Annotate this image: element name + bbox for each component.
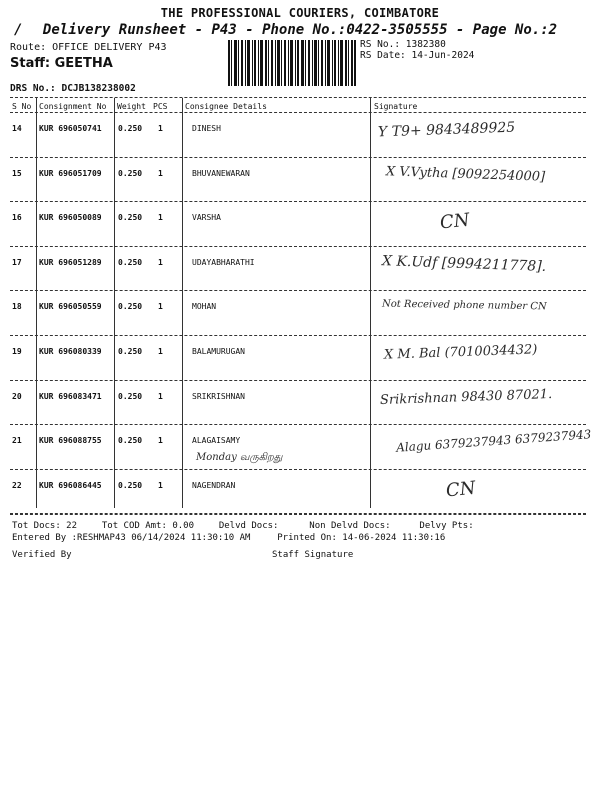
row-signature: X M. Bal (7010034432) <box>383 342 538 363</box>
rs-number: RS No.: 1382380 <box>360 39 446 50</box>
row-pieces: 1 <box>158 347 163 356</box>
row-signature: CN <box>444 477 477 502</box>
row-signature: X K.Udf [9994211778]. <box>381 252 547 275</box>
row-divider <box>10 469 586 470</box>
row-pieces: 1 <box>158 168 163 178</box>
row-consignee-name: MOHAN <box>192 302 217 312</box>
row-divider <box>10 290 586 291</box>
column-header-sno: S No <box>12 102 32 111</box>
row-consignment-number: KUR 696050741 <box>39 124 102 133</box>
row-consignee-name: NAGENDRAN <box>192 480 236 490</box>
footer-rule <box>10 514 586 515</box>
staff-label: Staff: GEETHA <box>10 56 113 71</box>
row-handwritten-note: Monday வருகிறது <box>196 452 283 464</box>
row-signature: X V.Vytha [9092254000] <box>385 163 546 185</box>
route-label: Route: OFFICE DELIVERY P43 <box>10 42 167 53</box>
total-docs: Tot Docs: 22 <box>12 521 78 531</box>
column-header-consignment: Consignment No <box>39 102 107 111</box>
staff-signature: Staff Signature <box>272 550 354 560</box>
row-serial-number: 20 <box>12 391 22 401</box>
column-divider <box>114 98 115 508</box>
row-consignee-name: VARSHA <box>192 213 221 223</box>
row-signature: Not Received phone number CN <box>381 298 547 313</box>
footer-totals <box>12 521 474 531</box>
row-pieces: 1 <box>158 257 163 267</box>
pen-mark: / <box>14 22 23 38</box>
row-serial-number: 15 <box>12 168 22 178</box>
runsheet-title: Delivery Runsheet - P43 - Phone No.:0422-3505555 - Page No.:2 <box>42 22 558 38</box>
row-weight: 0.250 <box>118 436 143 446</box>
row-weight: 0.250 <box>118 257 143 267</box>
rs-info <box>360 39 474 61</box>
row-divider <box>10 157 586 158</box>
drs-number: DRS No.: DCJB138238002 <box>10 83 136 94</box>
row-divider <box>10 335 586 336</box>
row-pieces: 1 <box>158 436 163 446</box>
row-consignee-name: BALAMURUGAN <box>192 347 245 356</box>
row-serial-number: 17 <box>12 257 22 267</box>
row-divider <box>10 424 586 425</box>
footer-entry <box>12 533 445 543</box>
row-consignment-number: KUR 696050089 <box>39 213 102 223</box>
row-consignment-number: KUR 696051709 <box>39 168 102 178</box>
table-top-rule <box>10 97 586 98</box>
row-signature: Alagu 6379237943 6379237943 <box>395 427 592 455</box>
column-divider <box>36 98 37 508</box>
row-pieces: 1 <box>158 391 163 401</box>
delivered-docs: Delvd Docs: <box>218 521 279 531</box>
row-consignee-name: BHUVANEWARAN <box>192 168 250 178</box>
row-weight: 0.250 <box>118 480 143 490</box>
column-header-weight: Weight <box>117 102 146 111</box>
total-cod-amount: Tot COD Amt: 0.00 <box>101 521 194 531</box>
row-pieces: 1 <box>158 302 163 312</box>
barcode-icon <box>228 40 356 86</box>
row-consignment-number: KUR 696086445 <box>39 480 102 490</box>
row-signature: CN <box>438 209 471 234</box>
column-header-signature: Signature <box>374 102 418 111</box>
column-divider <box>370 98 371 508</box>
delivery-points: Delvy Pts: <box>419 521 474 531</box>
company-name: THE PROFESSIONAL COURIERS, COIMBATORE <box>160 6 440 20</box>
column-header-pcs: PCS <box>153 102 168 111</box>
printed-on: Printed On: 14-06-2024 11:30:16 <box>277 533 446 543</box>
column-header-consignee: Consignee Details <box>185 102 267 111</box>
row-serial-number: 18 <box>12 302 22 312</box>
row-weight: 0.250 <box>118 213 143 223</box>
row-serial-number: 22 <box>12 480 22 490</box>
table-header-rule <box>10 112 586 113</box>
row-weight: 0.250 <box>118 124 143 133</box>
row-weight: 0.250 <box>118 391 143 401</box>
row-consignee-name: SRIKRISHNAN <box>192 391 245 401</box>
row-divider <box>10 380 586 381</box>
row-signature: Y T9+ 9843489925 <box>377 119 516 141</box>
row-consignee-name: UDAYABHARATHI <box>192 257 255 267</box>
row-serial-number: 19 <box>12 347 22 356</box>
row-consignee-name: ALAGAISAMY <box>192 436 241 446</box>
row-weight: 0.250 <box>118 168 143 178</box>
row-weight: 0.250 <box>118 347 143 356</box>
row-consignment-number: KUR 696088755 <box>39 436 102 446</box>
row-consignment-number: KUR 696051289 <box>39 257 102 267</box>
column-divider <box>182 98 183 508</box>
rs-date: RS Date: 14-Jun-2024 <box>360 50 475 61</box>
row-consignment-number: KUR 696050559 <box>39 302 102 312</box>
row-pieces: 1 <box>158 213 163 223</box>
row-serial-number: 16 <box>12 213 22 223</box>
entered-by: Entered By :RESHMAP43 06/14/2024 11:30:10 AM <box>12 533 251 543</box>
row-serial-number: 21 <box>12 436 22 446</box>
row-weight: 0.250 <box>118 302 143 312</box>
verified-by: Verified By <box>12 550 72 560</box>
row-consignment-number: KUR 696080339 <box>39 347 102 356</box>
row-pieces: 1 <box>158 124 163 133</box>
row-divider <box>10 201 586 202</box>
non-delivered-docs: Non Delvd Docs: <box>309 521 391 531</box>
row-serial-number: 14 <box>12 124 22 133</box>
row-signature: Srikrishnan 98430 87021. <box>379 386 553 408</box>
row-consignee-name: DINESH <box>192 124 221 133</box>
row-divider <box>10 246 586 247</box>
row-pieces: 1 <box>158 480 163 490</box>
row-consignment-number: KUR 696083471 <box>39 391 102 401</box>
